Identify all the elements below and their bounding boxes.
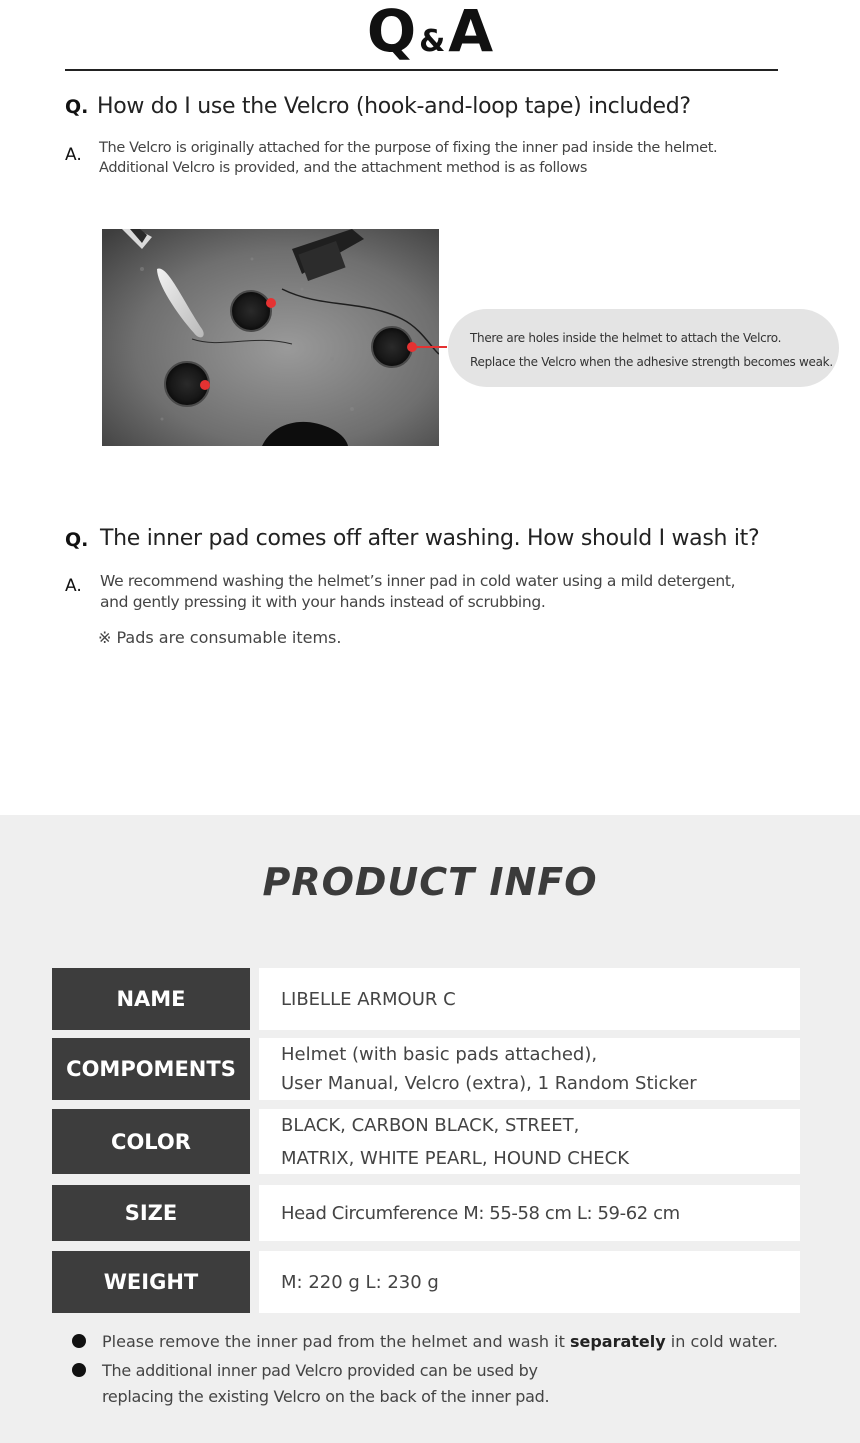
- row-label-weight: WEIGHT: [52, 1251, 250, 1313]
- bullet-icon: [72, 1334, 86, 1348]
- qa-title-q: Q: [366, 0, 417, 65]
- callout-connector: [413, 346, 447, 348]
- question-2-label: Q.: [65, 529, 89, 551]
- answer-1-label: A.: [65, 145, 82, 165]
- row-label-components: COMPOMENTS: [52, 1038, 250, 1100]
- wash-note-text: [102, 1329, 778, 1355]
- velcro-hole-marker: [266, 298, 276, 308]
- row-value-components: [259, 1038, 800, 1100]
- answer-1-text: [99, 138, 717, 178]
- qa-section-title: [0, 0, 860, 64]
- question-1-text: How do I use the Velcro (hook-and-loop tape) included?: [97, 94, 691, 119]
- velcro-note-text: [102, 1358, 549, 1410]
- answer-2-label: A.: [65, 576, 82, 596]
- components-line-1: Helmet (with basic pads attached),: [281, 1044, 598, 1065]
- row-label-color: COLOR: [52, 1109, 250, 1174]
- weight-value: M: 220 g L: 230 g: [281, 1271, 439, 1293]
- components-line-2: User Manual, Velcro (extra), 1 Random Sticker: [281, 1073, 697, 1094]
- row-value-weight: [259, 1251, 800, 1313]
- size-value: Head Circumference M: 55-58 cm L: 59-62 cm: [281, 1202, 680, 1224]
- callout-line-1: There are holes inside the helmet to attach the Velcro.: [470, 331, 782, 345]
- qa-divider: [65, 69, 778, 71]
- consumable-note: ※ Pads are consumable items.: [98, 628, 342, 647]
- color-line-1: BLACK, CARBON BLACK, STREET,: [281, 1114, 580, 1136]
- product-info-section: [0, 815, 860, 1443]
- question-2-text: The inner pad comes off after washing. How should I wash it?: [100, 526, 760, 551]
- answer-2-line-1: We recommend washing the helmet’s inner pad in cold water using a mild detergent,: [100, 572, 736, 590]
- row-value-name: [259, 968, 800, 1030]
- row-value-color: [259, 1109, 800, 1174]
- row-label-name: NAME: [52, 968, 250, 1030]
- helmet-interior-photo: [102, 229, 439, 446]
- answer-2-line-2: and gently pressing it with your hands instead of scrubbing.: [100, 593, 546, 611]
- wash-note-after: in cold water.: [665, 1332, 778, 1351]
- velcro-hole-marker: [200, 380, 210, 390]
- wash-note-bold: separately: [569, 1332, 666, 1351]
- qa-title-ampersand: &: [419, 24, 446, 59]
- product-info-title: PRODUCT INFO: [262, 860, 598, 904]
- velcro-note-line-1: The additional inner pad Velcro provided can be used by: [102, 1361, 538, 1380]
- answer-1-line-1: The Velcro is originally attached for the purpose of fixing the inner pad inside the helmet.: [99, 140, 718, 156]
- answer-2-text: [100, 571, 735, 613]
- row-label-size: SIZE: [52, 1185, 250, 1241]
- name-value: LIBELLE ARMOUR C: [281, 988, 456, 1010]
- row-value-size: [259, 1185, 800, 1241]
- helmet-interior-illustration: [102, 229, 439, 446]
- answer-1-line-2: Additional Velcro is provided, and the attachment method is as follows: [99, 160, 588, 176]
- wash-note-before: Please remove the inner pad from the helmet and wash it: [102, 1332, 570, 1351]
- bullet-icon: [72, 1363, 86, 1377]
- callout-line-2: Replace the Velcro when the adhesive strength becomes weak.: [470, 355, 833, 369]
- question-1-label: Q.: [65, 96, 89, 118]
- qa-title-a: A: [448, 0, 494, 65]
- color-line-2: MATRIX, WHITE PEARL, HOUND CHECK: [281, 1147, 630, 1169]
- velcro-callout: [448, 309, 839, 387]
- velcro-note-line-2: replacing the existing Velcro on the back of the inner pad.: [102, 1387, 550, 1406]
